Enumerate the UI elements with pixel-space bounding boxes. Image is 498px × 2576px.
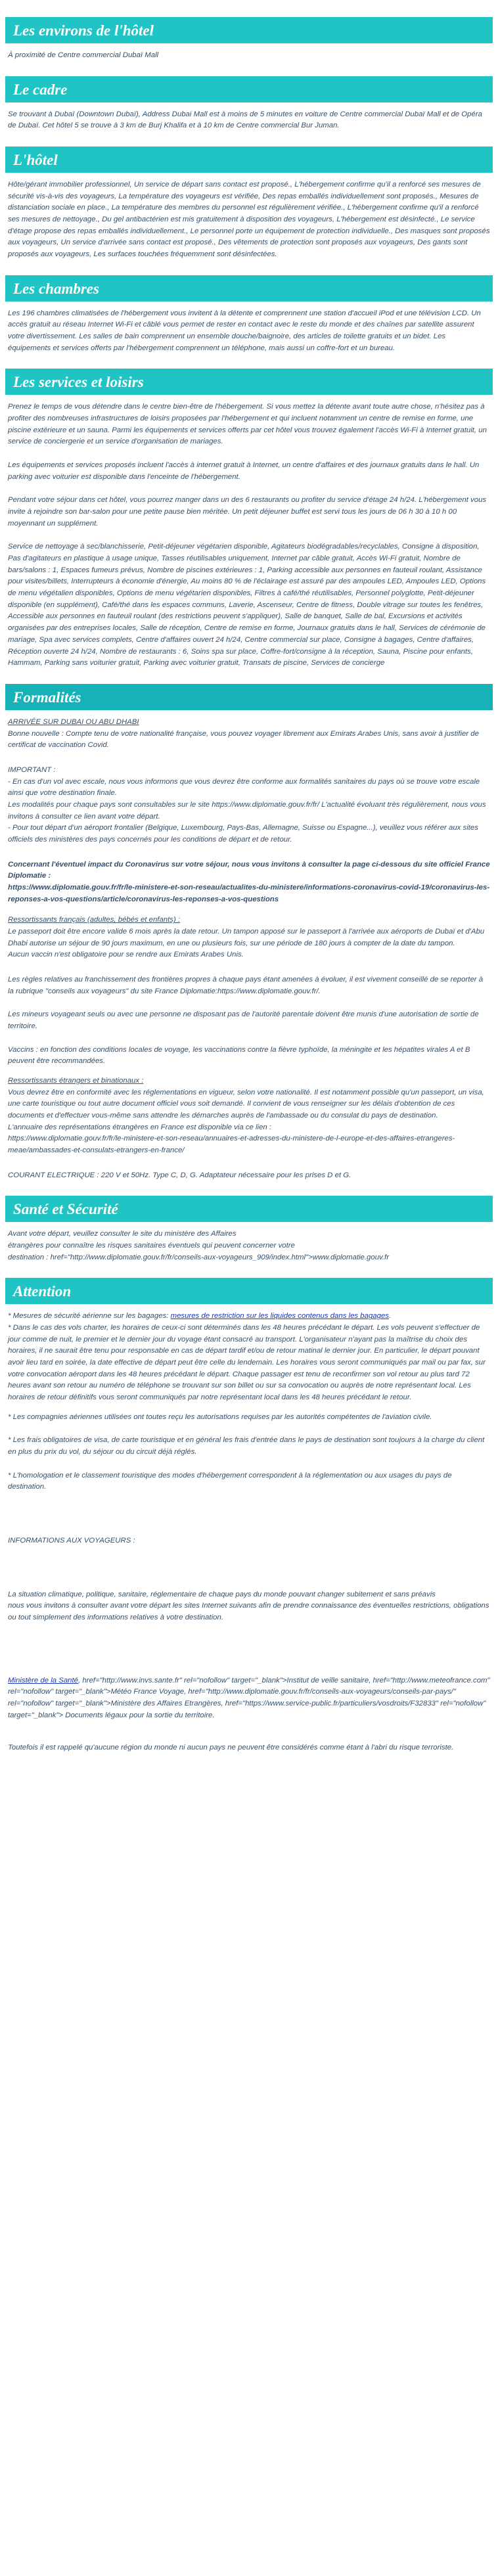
section-hotel	[5, 147, 493, 261]
formalites-coronavirus-note: Concernant l'éventuel impact du Coronavirus sur votre séjour, nous vous invitons à consulter la page ci-dessous du site officiel France Diplomatie :	[8, 860, 490, 880]
formalites-minors-note: Les mineurs voyageant seuls ou avec une personne ne disposant pas de l'autorité parentale doivent être munis d'une autorisation de sortie de territoire.	[8, 1010, 479, 1030]
section-header-loisirs	[5, 369, 493, 395]
formalites-good-news: Bonne nouvelle : Compte tenu de votre nationalité française, vous pouvez voyager librement aux Emirats Arabes Unis, sans avoir à justifier de certificat de vaccination Covid.	[8, 729, 479, 750]
section-cadre	[5, 76, 493, 132]
formalites-arrival-heading: ARRIVÉE SUR DUBAI OU ABU DHABI	[8, 717, 139, 726]
sante-body	[5, 1222, 493, 1263]
ministry-of-health-link[interactable]: Ministère de la Santé	[8, 1676, 79, 1684]
section-title-formalites: Formalités	[13, 689, 81, 706]
section-title-chambres: Les chambres	[13, 280, 99, 297]
formalites-directory-link[interactable]: https://www.diplomatie.gouv.fr/fr/le-ministere-et-son-reseau/annuaires-et-adresses-du-ministere-de-l-europe-et-des-affaires-etrangeres-meae/ambassades-et-consulats-etrangers-en-france/	[8, 1135, 455, 1154]
section-attention	[5, 1278, 493, 1754]
formalites-directory-note: L'annuaire des représentations étrangères en France est disponible via ce lien :	[8, 1123, 272, 1131]
loisirs-paragraph-4: Service de nettoyage à sec/blanchisserie, Petit-déjeuner végétarien disponible, Agitateurs biodégradables/recyclables, Consigne à disposition, Pas d'agitateurs en plastique à usage unique, Tasses réutilisables uniquement, Internet par câble gratuit, Accès Wi-Fi gratuit, Nombre de bars/salons : 1, Espaces fumeurs prévus, Nombre de piscines extérieures : 1, Parking accessible aux personnes en fauteuil roulant, Assistance pour visites/billets, Interrupteurs à économie d'énergie, Au moins 80 % de l'éclairage est assuré par des ampoules LED, Ampoules LED, Options de menu végétalien disponibles, Options de menu végétarien disponibles, Filtres à café/thé réutilisables, Personnel polyglotte, Petit-déjeuner disponible (en supplément), Café/thé dans les espaces communs, Laverie, Ascenseur, Centre de fitness, Double vitrage sur toutes les fenêtres, Accessible aux personnes en fauteuil roulant (des restrictions peuvent s'appliquer), Salle de banquet, Salle de bal, Excursions et activités organisées par des entreprises locales, Salle de réception, Centre de remise en forme, Journaux gratuits dans le hall, Services de cérémonie de mariage, Spa avec services complets, Centre d'affaires ouvert 24 h/24, Centre commercial sur place, Consigne à bagages, Centre d'affaires, Réception ouverte 24 h/24, Nombre de restaurants : 6, Soins spa sur place, Coffre-fort/consigne à la réception, Sauna, Piscine pour enfants, Hammam, Parking sans voiturier gratuit, Parking avec voiturier gratuit, Transats de piscine, Services de concierge	[8, 543, 486, 667]
attention-homologation: * L'homologation et le classement touristique des modes d'hébergement correspondent à la réglementation ou aux usages du pays de destination.	[8, 1471, 452, 1491]
section-header-sante	[5, 1196, 493, 1222]
hotel-body	[5, 173, 493, 261]
attention-luggage-end: .	[389, 1312, 392, 1321]
attention-situation-note: La situation climatique, politique, sanitaire, réglementaire de chaque pays du monde pouvant changer subitement et sans préavis	[8, 1590, 436, 1598]
attention-charter-flights: * Dans le cas des vols charter, les horaires de ceux-ci sont déterminés dans les 48 heures précédant le départ. Les vols peuvent s'effectuer de jour comme de nuit, le premier et le dernier jour du voyage étant consacré au transport. L'organisateur n'ayant pas la maîtrise du choix des horaires, il ne saurait être tenu pour responsable en cas de départ tardif et/ou de retour matinal le dernier jour. En particulier, le départ pouvant avoir lieu tard en soirée, la date effective de départ peut être celle du lendemain. Les horaires vous seront communiqués par mail ou par fax, sur votre convocation aéroport dans les 48 heures précédant le départ. Chaque passager est tenu de reconfirmer son vol retour au plus tard 72 heures avant son retour au numéro de téléphone se trouvant sur son billet ou sur sa convocation ou auprès de notre représentant local. Les horaires de retour définitifs vous seront communiqués par notre représentant local dans les 48 heures précédant le retour.	[8, 1324, 486, 1402]
formalites-french-nationals-heading: Ressortissants français (adultes, bébés et enfants) :	[8, 916, 181, 924]
section-header-formalites	[5, 684, 493, 710]
formalites-important-label: IMPORTANT :	[8, 765, 56, 774]
section-title-cadre: Le cadre	[13, 81, 68, 98]
loisirs-paragraph-2: Les équipements et services proposés incluent l'accès à internet gratuit à Internet, un centre d'affaires et des journaux gratuits dans le hall. Un parking avec voiturier est disponible dans l'enceinte de l'hébergement.	[8, 461, 480, 481]
attention-luggage-line	[8, 1311, 490, 1322]
attention-body	[5, 1304, 493, 1754]
chambres-body	[5, 302, 493, 355]
attention-airlines: * Les compagnies aériennes utilisées ont toutes reçu les autorisations requises par les autorités compétentes de l'aviation civile.	[8, 1412, 432, 1421]
formalites-foreigners-note: Vous devrez être en conformité avec les réglementations en vigueur, selon votre nationalité. Il est notamment possible qu'un passeport, un visa, une carte touristique ou tout autre document officiel vous soit demandé. Il convient de vous renseigner sur les délais d'obtention de ces documents et d'effectuer vous-même sans attendre les démarches auprès de l'ambassade ou du consulat du pays de destination.	[8, 1088, 484, 1119]
formalites-foreigners-heading: Ressortissants étrangers et binationaux :	[8, 1076, 144, 1085]
formalites-body	[5, 710, 493, 1182]
section-chambres	[5, 275, 493, 355]
environs-text: À proximité de Centre commercial Dubaï Mall	[8, 51, 159, 59]
section-sante	[5, 1196, 493, 1263]
environs-body	[5, 43, 493, 62]
sante-line-1: Avant votre départ, veuillez consulter le site du ministère des Affaires	[8, 1230, 237, 1238]
loisirs-body	[5, 395, 493, 669]
section-environs	[5, 0, 493, 62]
section-header-cadre	[5, 76, 493, 102]
section-title-sante: Santé et Sécurité	[13, 1201, 118, 1218]
sante-line-3[interactable]: destination : href="http://www.diplomatie.gouv.fr/fr/conseils-aux-voyageurs_909/index.html">www.diplomatie.gouv.fr	[8, 1253, 390, 1261]
attention-consult-sites-note: nous vous invitons à consulter avant votre départ les sites Internet suivants afin de prendre connaissance des éventuelles restrictions, obligations ou tout simplement des informations relatives à votre destination.	[8, 1602, 489, 1622]
chambres-text: Les 196 chambres climatisées de l'hébergement vous invitent à la détente et comprennent une station d'accueil iPod et une télévision LCD. Un accès gratuit au réseau Internet Wi-Fi et câblé vous permet de rester en contact avec le reste du monde et des chaînes par satellite assurent votre divertissement. Les salles de bain comprennent un ensemble douche/baignoire, des articles de toilette gratuits et un bidet. Les équipements et services offerts par l'hébergement comprennent un téléphone, mais aussi un coffre-fort et un bureau.	[8, 309, 481, 352]
section-title-attention: Attention	[13, 1283, 72, 1300]
section-title-hotel: L'hôtel	[13, 152, 58, 169]
formalites-border-airport-note: - Pour tout départ d'un aéroport frontalier (Belgique, Luxembourg, Pays-Bas, Allemagne, Suisse ou Espagne...), veuillez vous référer aux sites officiels des ministères des pays concernés pour les conditions de départ et de retour.	[8, 824, 478, 844]
attention-links-text: , href="http://www.invs.sante.fr" rel="nofollow" target="_blank">Institut de veille sanitaire, href="http://www.meteofrance.com" rel="nofollow" target="_blank">Météo France Voyage, href="http://www.diplomatie.gouv.fr/fr/conseils-aux-voyageurs/conseils-par-pays/" rel="nofollow" target="_blank">Ministère des Affaires Etrangères, href="https://www.service-public.fr/particuliers/vosdroits/F32833" rel="nofollow" target="_blank"> Documents légaux pour la sortie du territoire.	[8, 1676, 490, 1719]
formalites-borders-note: Les règles relatives au franchissement des frontières propres à chaque pays étant amenées à évoluer, il est vivement conseillé de se reporter à la rubrique "conseils aux voyageurs" du site France Diplomatie:https://www.diplomatie.gouv.fr/.	[8, 975, 484, 995]
cadre-body	[5, 102, 493, 132]
section-loisirs	[5, 369, 493, 669]
attention-terrorism-note: Toutefois il est rappelé qu'aucune région du monde ni aucun pays ne peuvent être considérés comme étant à l'abri du risque terroriste.	[8, 1744, 454, 1752]
formalites-vaccines-recommended: Vaccins : en fonction des conditions locales de voyage, les vaccinations contre la fièvre typhoïde, la méningite et les hépatites virales A et B peuvent être recommandées.	[8, 1045, 470, 1066]
attention-luggage-text: * Mesures de sécurité aérienne sur les bagages:	[8, 1312, 171, 1321]
section-header-attention	[5, 1278, 493, 1304]
section-header-chambres	[5, 275, 493, 302]
formalites-electric-current: COURANT ELECTRIQUE : 220 V et 50Hz. Type C, D, G. Adaptateur nécessaire pour les prises D et G.	[8, 1171, 351, 1179]
attention-visa-fees: * Les frais obligatoires de visa, de carte touristique et en général les frais d'entrée dans le pays de destination sont toujours à la charge du client en plus du prix du vol, du séjour ou du circuit déjà réglés.	[8, 1436, 485, 1457]
cadre-text: Se trouvant à Dubaï (Downtown Dubaï), Address Dubai Mall est à moins de 5 minutes en voiture de Centre commercial Dubaï Mall et de Opéra de Dubaï. Cet hôtel 5 se trouve à 3 km de Burj Khalifa et à 10 km de Centre commercial Bur Juman.	[8, 110, 482, 130]
formalites-modalities-note: Les modalités pour chaque pays sont consultables sur le site https://www.diplomatie.gouv.fr/fr/ L'actualité évoluant très régulièrement, nous vous invitons à consulter ce lien avant votre départ.	[8, 800, 486, 821]
hotel-text: Hôte/gérant immobilier professionnel, Un service de départ sans contact est proposé., L'hébergement confirme qu'il a renforcé ses mesures de sécurité vis-à-vis des voyageurs, La température des voyageurs est vérifiée, Des repas emballés individuellement sont proposés., Mesures de distanciation sociale en place., La température des membres du personnel est régulièrement vérifiée., L'hébergement confirme qu'il a renforcé ses mesures de nettoyage., Du gel antibactérien est mis gratuitement à disposition des voyageurs, L'hébergement est désinfecté., Le service d'étage propose des repas emballés individuellement., Le personnel porte un équipement de protection individuelle., Des masques sont proposés aux voyageurs, Un service d'arrivée sans contact est proposé., Des vêtements de protection sont proposés aux voyageurs, Des gants sont proposés aux voyageurs, Les surfaces touchées fréquemment sont désinfectées.	[8, 181, 490, 259]
section-title-loisirs: Les services et loisirs	[13, 374, 144, 391]
formalites-stopover-note: - En cas d'un vol avec escale, nous vous informons que vous devrez être conforme aux formalités sanitaires du pays où se trouve votre escale ainsi que votre destination finale.	[8, 777, 480, 798]
liquids-restriction-link[interactable]: mesures de restriction sur les liquides contenus dans les bagages	[170, 1312, 389, 1321]
section-header-environs	[5, 17, 493, 43]
section-header-hotel	[5, 147, 493, 173]
section-formalites	[5, 684, 493, 1182]
formalites-coronavirus-link[interactable]: https://www.diplomatie.gouv.fr/fr/le-ministere-et-son-reseau/actualites-du-ministere/informations-coronavirus-covid-19/coronavirus-les-reponses-a-vos-questions/article/coronavirus-les-reponses-a-vos-questions	[8, 883, 490, 903]
loisirs-paragraph-3: Pendant votre séjour dans cet hôtel, vous pourrez manger dans un des 6 restaurants ou profiter du service d'étage 24 h/24. L'hébergement vous invite à rejoindre son bar-salon pour une petite pause bien méritée. Un petit déjeuner buffet est servi tous les jours de 06 h 30 à 10 h 00 moyennant un supplément.	[8, 496, 487, 528]
loisirs-paragraph-1: Prenez le temps de vous détendre dans le centre bien-être de l'hébergement. Si vous mettez la détente avant toute autre chose, n'hésitez pas à profiter des nombreuses infrastructures de loisirs proposées par l'hébergement et qui incluent notamment un centre de remise en forme, une piscine extérieure et un sauna. Parmi les équipements et services offerts par cet hôtel vous trouvez également l'accès Wi-Fi à Internet gratuit, un service de conciergerie et un service d'organisation de mariages.	[8, 403, 487, 446]
sante-line-2: étrangères pour connaître les risques sanitaires éventuels qui peuvent concerner votre	[8, 1242, 295, 1250]
section-title-environs: Les environs de l'hôtel	[13, 22, 154, 39]
attention-travellers-info-heading: INFORMATIONS AUX VOYAGEURS :	[8, 1537, 135, 1545]
formalites-passport-note: Le passeport doit être encore valide 6 mois après la date retour. Un tampon apposé sur le passeport à l'arrivée aux aéroports de Dubaï et d'Abu Dhabi autorise un séjour de 90 jours maximum, en une ou plusieurs fois, sur une période de 180 jours à compter de la date du tampon.	[8, 927, 485, 947]
formalites-vaccine-note: Aucun vaccin n'est obligatoire pour se rendre aux Emirats Arabes Unis.	[8, 951, 244, 959]
attention-links-paragraph	[8, 1675, 490, 1722]
